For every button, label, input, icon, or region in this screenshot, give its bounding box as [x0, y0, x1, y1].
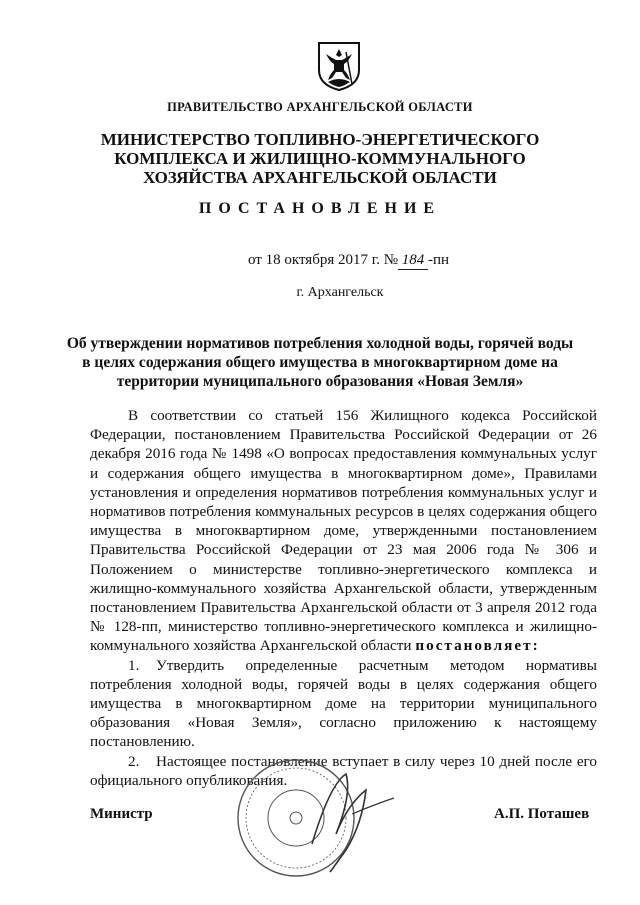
document-number: 184: [398, 252, 428, 270]
ministry-name: [0, 130, 640, 187]
date-and-number: [248, 252, 449, 270]
item-1-text: Утвердить определенные расчетным методом нормативы потребления холодной воды, горячей воды в целях содержания общего имущества в многоквартирном доме на территории муниципального образования «Новая Земля», согласно приложению к настоящему постановлению.: [90, 656, 597, 751]
item-1-number: 1.: [128, 656, 140, 674]
number-suffix: -пн: [428, 252, 450, 268]
signer-position: Министр: [90, 806, 153, 822]
item-2-text: Настоящее постановление вступает в силу через 10 дней после его официального опубликования.: [90, 752, 597, 789]
item-1-paragraph: [90, 656, 597, 752]
subject-line-1: Об утверждении нормативов потребления холодной воды, горячей воды: [66, 335, 574, 352]
government-name: ПРАВИТЕЛЬСТВО АРХАНГЕЛЬСКОЙ ОБЛАСТИ: [167, 100, 473, 114]
decree-word: постановляет:: [415, 637, 540, 655]
city: г. Архангельск: [296, 285, 384, 300]
subject-line-3: территории муниципального образования «Новая Земля»: [116, 373, 524, 390]
item-2-number: 2.: [128, 752, 140, 770]
ministry-line-1: МИНИСТЕРСТВО ТОПЛИВНО-ЭНЕРГЕТИЧЕСКОГО: [100, 130, 540, 149]
date-prefix: от 18 октября 2017 г. №: [248, 252, 399, 268]
document-type: ПОСТАНОВЛЕНИЕ: [198, 200, 442, 217]
subject-line-2: в целях содержания общего имущества в многоквартирном доме на: [82, 354, 558, 371]
preamble-text: В соответствии со статьей 156 Жилищного кодекса Российской Федерации, постановлением Правительства Российской Федерации от 26 декабря 2016 года № 1498 «О вопросах предоставления коммунальных услуг и содержания общего имущества в многоквартирном доме», Правилами установления и определения нормативов потребления коммунальных услуг и нормативов потребления коммунальных ресурсов в целях содержания общего имущества в многоквартирном доме, утвержденными постановлением Правительства Российской Федерации от 23 мая 2006 года № 306 и Положением о министерстве топливно-энергетического комплекса и жилищно-коммунального хозяйства Архангельской области, утвержденным постановлением Правительства Архангельской области от 3 апреля 2012 года № 128-пп, министерство топливно-энергетического комплекса и жилищно-коммунального хозяйства Архангельской области: [90, 407, 597, 655]
ministry-line-2: КОМПЛЕКСА И ЖИЛИЩНО-КОММУНАЛЬНОГО: [114, 149, 526, 168]
signer-name: А.П. Поташев: [494, 806, 590, 822]
arkhangelsk-coat-of-arms-icon: [316, 40, 362, 92]
official-stamp-and-signature: [226, 754, 398, 884]
document-subject: [0, 334, 640, 391]
document-body: [90, 406, 597, 790]
ministry-line-3: ХОЗЯЙСТВА АРХАНГЕЛЬСКОЙ ОБЛАСТИ: [143, 168, 497, 187]
preamble-paragraph: [90, 406, 597, 656]
